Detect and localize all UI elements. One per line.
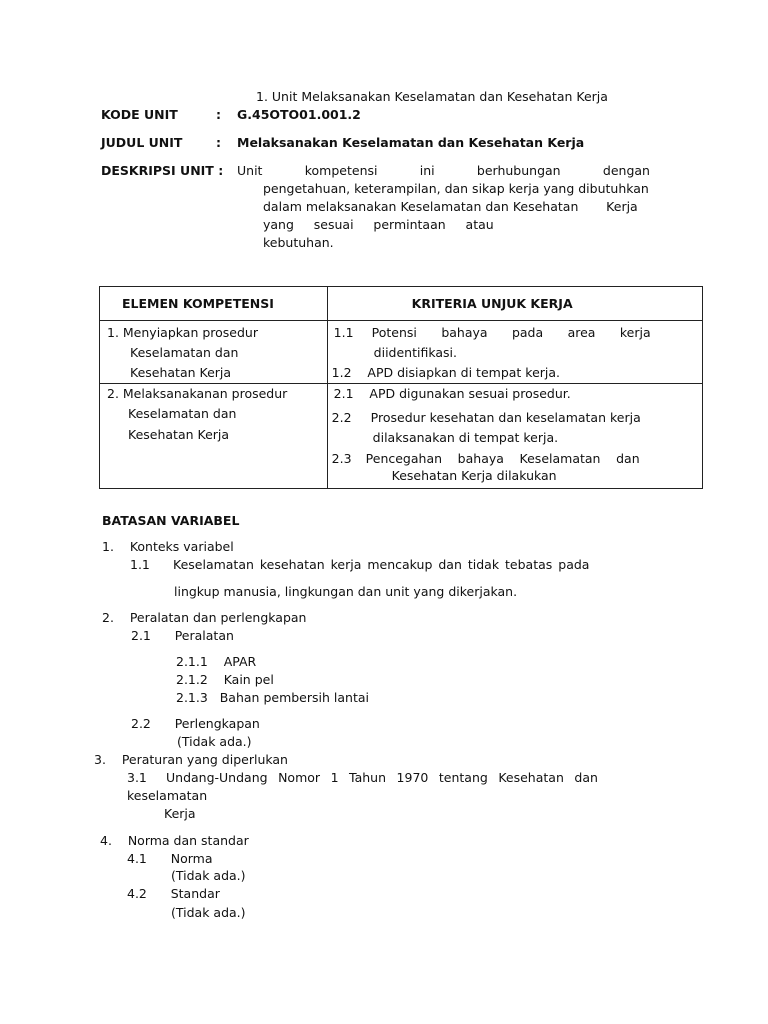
deskripsi-word: dengan [602,163,650,178]
deskripsi-word: berhubungan [476,163,561,178]
kriteria-line: diidentifikasi. [373,345,457,360]
batasan-title: BATASAN VARIABEL [102,513,240,528]
kode-unit-colon: : [216,107,221,122]
kriteria-1-1-text [372,325,651,340]
section-1-1-cont: lingkup manusia, lingkungan dan unit yang dikerjakan. [174,584,518,599]
elemen-line: Keselamatan dan [128,406,237,421]
elemen-line: Kesehatan Kerja [128,427,230,442]
section-2-heading: 2. Peralatan dan perlengkapan [102,610,307,625]
kriteria-word: Pencegahan [365,451,443,466]
kriteria-number: 1.1 [333,325,354,340]
deskripsi-word: kompetensi [304,163,378,178]
judul-unit-label: JUDUL UNIT [101,135,183,150]
section-3-1-word: Undang-Undang [166,770,268,785]
kriteria-line: Prosedur kesehatan dan keselamatan kerja [370,410,641,425]
elemen-line: 1. Menyiapkan prosedur [107,325,258,340]
deskripsi-line-4: yang sesuai permintaan atau [263,217,494,232]
deskripsi-line-3: dalam melaksanakan Keselamatan dan Kesehatan Kerja [263,199,638,214]
section-2-2-value: (Tidak ada.) [177,734,252,749]
elemen-cell [100,384,328,489]
section-1-heading: 1. Konteks variabel [102,539,234,554]
elemen-line: 2. Melaksanakanan prosedur [107,386,288,401]
elemen-line: Kesehatan Kerja [130,365,232,380]
kriteria-word: Potensi [371,325,417,340]
section-3-1-word: 1970 [396,770,429,785]
kode-unit-label: KODE UNIT [101,107,178,122]
elemen-cell [100,321,328,384]
section-4-heading: 4. Norma dan standar [100,833,249,848]
kriteria-word: dan [616,451,640,466]
kriteria-cell [327,321,702,384]
kriteria-word: Keselamatan [519,451,601,466]
kriteria-line: 1.2 APD disiapkan di tempat kerja. [331,365,561,380]
section-4-1-value: (Tidak ada.) [171,868,246,883]
kriteria-line: dilaksanakan di tempat kerja. [372,430,559,445]
elemen-line: Keselamatan dan [130,345,239,360]
section-2-1-3: 2.1.3 Bahan pembersih lantai [176,690,369,705]
kriteria-word: bahaya [457,451,504,466]
table-header-kriteria [327,287,702,321]
section-2-1-1: 2.1.1 APAR [176,654,257,669]
section-3-1-cont-2: Kerja [164,806,196,821]
section-4-1: 4.1 Norma [127,851,213,866]
section-4-2: 4.2 Standar [127,886,220,901]
table-row [100,384,703,489]
kriteria-number: 2.3 [331,451,352,466]
deskripsi-line-2: pengetahuan, keterampilan, dan sikap kerja yang dibutuhkan [263,181,649,196]
kriteria-word: kerja [619,325,651,340]
kriteria-word: pada [511,325,544,340]
section-3-1-text [166,770,598,785]
deskripsi-line-1 [237,163,650,178]
kriteria-2-3-text [366,451,640,466]
section-2-1: 2.1 Peralatan [131,628,234,643]
section-3-1-word: Tahun [349,770,387,785]
kriteria-word: bahaya [441,325,488,340]
kriteria-cell [327,384,702,489]
section-4-2-value: (Tidak ada.) [171,905,246,920]
section-3-1-word: dan [574,770,598,785]
unit-heading: 1. Unit Melaksanakan Keselamatan dan Kesehatan Kerja [256,89,608,104]
section-3-heading: 3. Peraturan yang diperlukan [94,752,288,767]
deskripsi-word: Unit [237,163,263,178]
section-3-1-word: Kesehatan [498,770,564,785]
section-3-1-word: tentang [438,770,488,785]
section-3-1-number: 3.1 [127,770,147,785]
section-2-1-2: 2.1.2 Kain pel [176,672,274,687]
kriteria-line: Kesehatan Kerja dilakukan [391,468,557,483]
elemen-header-text: ELEMEN KOMPETENSI [122,296,274,311]
table-header-elemen [100,287,328,321]
kode-unit-value: G.45OTO01.001.2 [237,107,361,122]
table-row [100,321,703,384]
deskripsi-line-5: kebutuhan. [263,235,334,250]
kriteria-line: 2.1 APD digunakan sesuai prosedur. [333,386,571,401]
section-3-1-word: Nomor [278,770,321,785]
section-1-1-number: 1.1 [130,557,150,572]
kriteria-number: 2.2 [331,410,352,425]
table-header-row [100,287,703,321]
section-1-1-text: Keselamatan kesehatan kerja mencakup dan tidak tebatas pada [173,557,590,572]
deskripsi-unit-label: DESKRIPSI UNIT : [101,163,224,178]
judul-unit-colon: : [216,135,221,150]
section-3-1-cont-1: keselamatan [127,788,208,803]
deskripsi-word: ini [419,163,435,178]
kriteria-word: area [567,325,596,340]
section-3-1-word: 1 [330,770,339,785]
kompetensi-table [99,286,703,489]
section-2-2: 2.2 Perlengkapan [131,716,260,731]
judul-unit-value: Melaksanakan Keselamatan dan Kesehatan Kerja [237,135,585,150]
kriteria-header-text: KRITERIA UNJUK KERJA [411,296,573,311]
